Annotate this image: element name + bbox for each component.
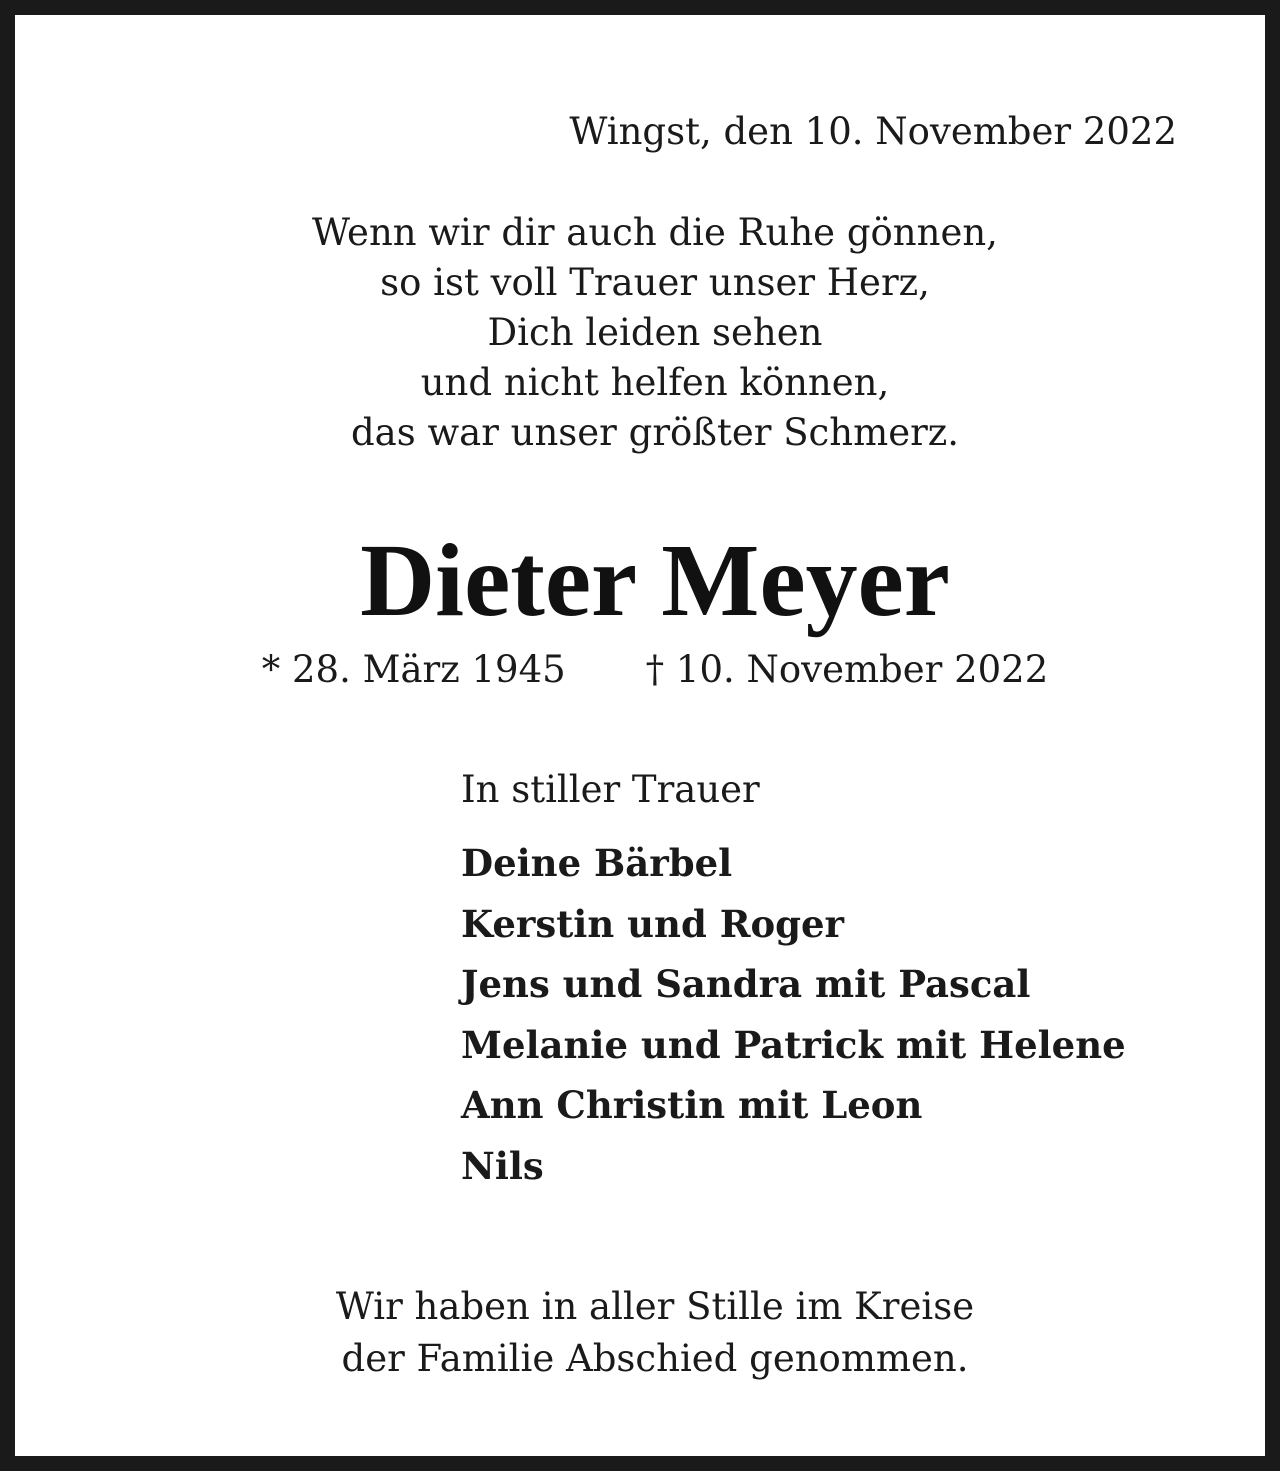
mourners-list	[461, 833, 1126, 1196]
mourner: Melanie und Patrick mit Helene	[461, 1022, 1126, 1067]
poem-line: und nicht helfen können,	[420, 361, 890, 404]
deceased-name: Dieter Meyer	[360, 523, 950, 638]
life-dates	[15, 645, 1280, 695]
closing-line: Wir haben in aller Stille im Kreise	[335, 1285, 975, 1328]
poem-line: das war unser größter Schmerz.	[350, 411, 960, 454]
mourner: Kerstin und Roger	[461, 901, 845, 946]
mourner: Deine Bärbel	[461, 841, 733, 885]
poem-line: Wenn wir dir auch die Ruhe gönnen,	[312, 211, 998, 254]
poem-line: Dich leiden sehen	[487, 311, 823, 354]
mourner: Nils	[461, 1143, 544, 1188]
mourner: Jens und Sandra mit Pascal	[461, 962, 1031, 1006]
poem	[15, 208, 1280, 458]
closing-note	[15, 1281, 1280, 1385]
closing-line: der Familie Abschied genommen.	[341, 1337, 969, 1380]
death-date: † 10. November 2022	[645, 648, 1049, 691]
mourning-intro: In stiller Trauer	[461, 768, 760, 811]
mourner: Ann Christin mit Leon	[461, 1083, 923, 1127]
birth-date: * 28. März 1945	[261, 648, 566, 691]
place-date: Wingst, den 10. November 2022	[569, 110, 1177, 153]
poem-line: so ist voll Trauer unser Herz,	[380, 261, 930, 304]
